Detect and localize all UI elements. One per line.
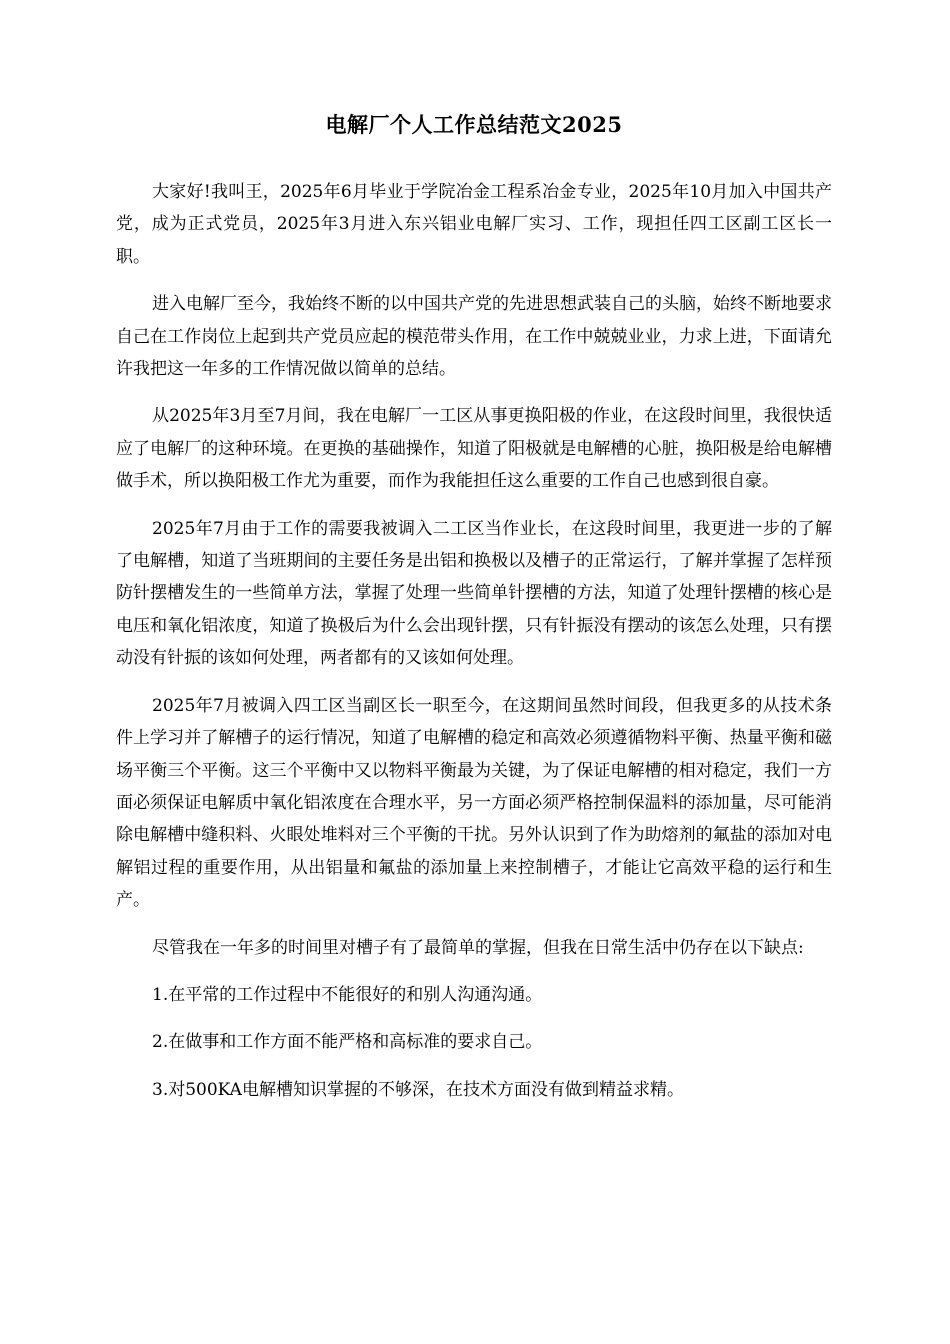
paragraph-since-joining: 进入电解厂至今，我始终不断的以中国共产党的先进思想武装自己的头脑，始终不断地要求自己在工作岗位上起到共产党员应起的模范带头作用，在工作中兢兢业业，力求上进，下面请允许我把这一年多的工作情况做以简单的总结。 [116,294,832,380]
list-item-shortcoming-3: 3.对500KA电解槽知识掌握的不够深，在技术方面没有做到精益求精。 [152,1079,684,1100]
paragraph-team-leader: 2025年7月由于工作的需要我被调入二工区当作业长，在这段时间里，我更进一步的了解了电解槽，知道了当班期间的主要任务是出铝和换极以及槽子的正常运行，了解并掌握了怎样预防针摆槽发生的一些简单方法，掌握了处理一些简单针摆槽的方法，知道了处理针摆槽的核心是电压和氧化铝浓度，知道了换极后为什么会出现针摆，只有针振没有摆动的该怎么处理，只有摆动没有针振的该如何处理，两者都有的又该如何处理。 [116,518,832,669]
paragraph-anode-work: 从2025年3月至7月间，我在电解厂一工区从事更换阳极的作业，在这段时间里，我很快适应了电解厂的这种环境。在更换的基础操作，知道了阳极就是电解槽的心脏，换阳极是给电解槽做手术，所以换阳极工作尤为重要，而作为我能担任这么重要的工作自己也感到很自豪。 [116,406,832,492]
list-item-shortcoming-1: 1.在平常的工作过程中不能很好的和别人沟通沟通。 [152,984,543,1005]
document-page [116,110,832,1121]
paragraph-shortcomings-intro: 尽管我在一年多的时间里对槽子有了最简单的掌握，但我在日常生活中仍存在以下缺点: [152,937,804,958]
paragraph-intro: 大家好!我叫王，2025年6月毕业于学院冶金工程系冶金专业，2025年10月加入中国共产党，成为正式党员，2025年3月进入东兴铝业电解厂实习、工作，现担任四工区副工区长一职。 [116,182,832,267]
document-title: 电解厂个人工作总结范文2025 [325,112,623,137]
list-item-shortcoming-2: 2.在做事和工作方面不能严格和高标准的要求自己。 [152,1032,543,1053]
paragraph-deputy-chief: 2025年7月被调入四工区当副区长一职至今，在这期间虽然时间段，但我更多的从技术条件上学习并了解槽子的运行情况，知道了电解槽的稳定和高效必须遵循物料平衡、热量平衡和磁场平衡三个平衡。这三个平衡中又以物料平衡最为关键，为了保证电解槽的相对稳定，我们一方面必须保证电解质中氧化铝浓度在合理水平，另一方面必须严格控制保温料的添加量，尽可能消除电解槽中缝积料、火眼处堆料对三个平衡的干扰。另外认识到了作为助熔剂的氟盐的添加对电解铝过程的重要作用，从出铝量和氟盐的添加量上来控制槽子，才能让它高效平稳的运行和生产。 [116,695,832,911]
